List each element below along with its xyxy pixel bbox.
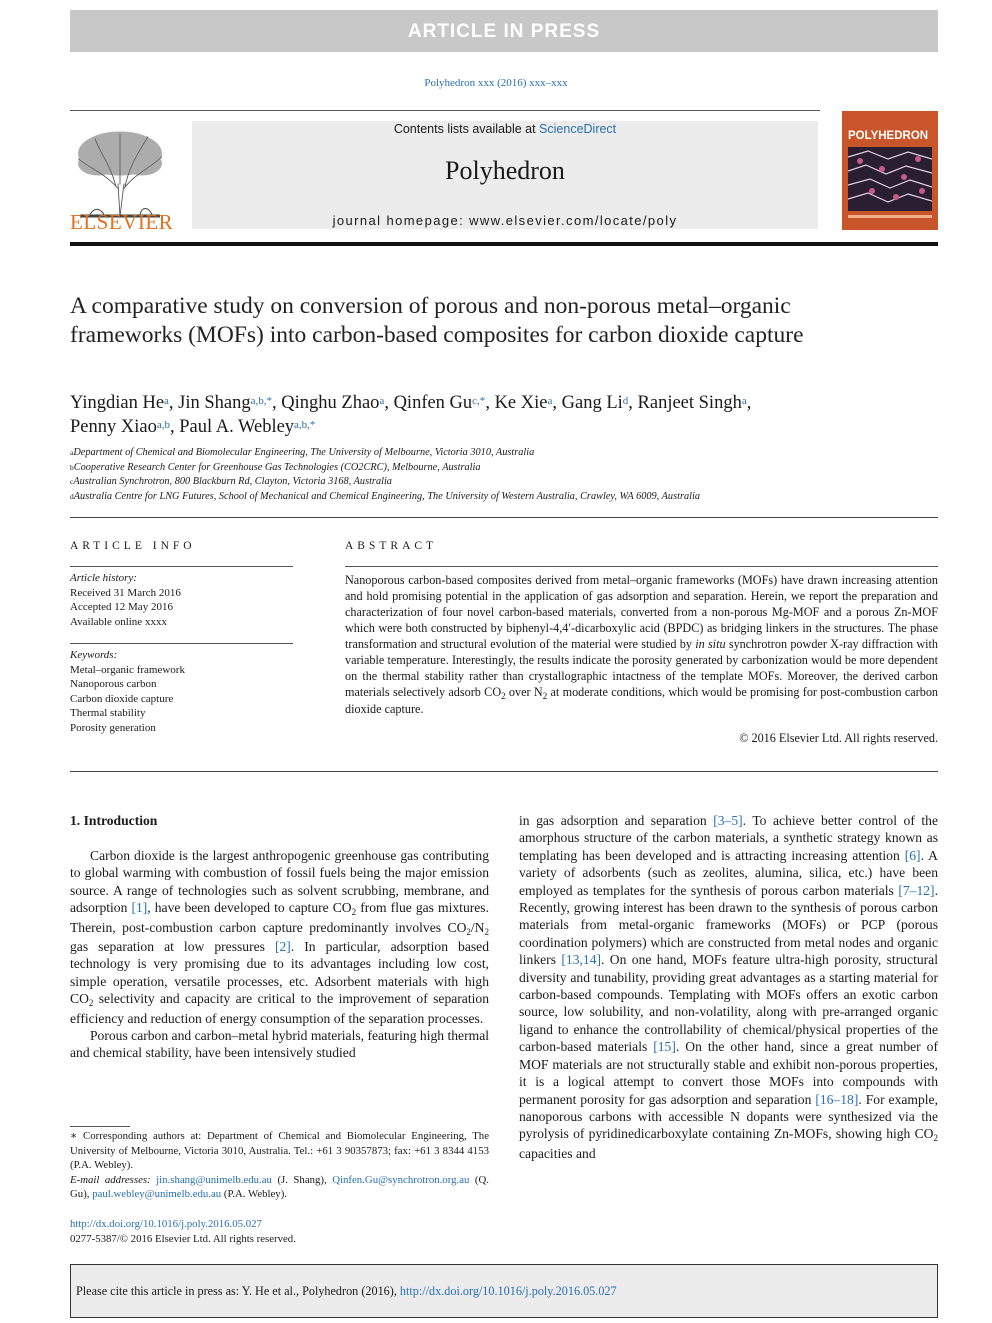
ref-link[interactable]: [15]	[653, 1039, 676, 1055]
keyword: Metal–organic framework	[70, 663, 185, 676]
article-info-heading: ARTICLE INFO	[70, 540, 196, 552]
email-link[interactable]: paul.webley@unimelb.edu.au	[92, 1188, 222, 1200]
sciencedirect-link[interactable]: ScienceDirect	[539, 122, 617, 136]
cover-artwork	[848, 147, 932, 211]
article-title: A comparative study on conversion of porous and non-porous metal–organic frameworks (MOFs) into carbon-based composites for carbon dioxide capture	[70, 293, 804, 348]
ref-link[interactable]: [2]	[274, 939, 291, 955]
body-right-column: in gas adsorption and separation [3–5]. To achieve better control of the amorphous structure of the carbon materials, a synthetic strategy known as templating has been developed and is attracting increasing attention [6]. A variety of adsorbents (such as zeolites, alumina, silica, etc.) have been employed as templates for the synthesis of porous carbon materials [7–12]. Recently, growing interest has been drawn to the synthesis of porous carbon materials from metal-organic frameworks (MOFs) or PCP (porous coordination polymers) which are constructed from metal nodes and organic linkers [13,14]. On one hand, MOFs feature ultra-high porosity, structural diversity and tunability, providing great advantages as a starting material for carbon-based compounds. Templating with MOFs offers an exotic carbon source, low solubility, and non-volatility, along with pre-arranged organic ligand to enhance the controllability of chemical/physical properties of the carbon-based materials [15]. On the other hand, since a great number of MOF materials are not structurally stable and exhibit non-porous properties, it is a logical attempt to convert those MOFs into compounds with permanent porosity for gas adsorption and separation [16–18]. For example, nanoporous carbons with accessible N dopants were synthesized via the pyrolysis of pyridinedicarboxylate containing Zn-MOFs, showing high $CO_2$ capacities and	[519, 813, 938, 1161]
journal-name: Polyhedron	[445, 156, 565, 185]
author-name: Penny Xiao	[70, 417, 157, 437]
keyword: Thermal stability	[70, 707, 146, 719]
doi-link[interactable]: http://dx.doi.org/10.1016/j.poly.2016.05.027	[70, 1218, 262, 1230]
author-name: Jin Shang	[178, 393, 251, 413]
ref-link[interactable]: [13,14]	[561, 952, 602, 968]
ref-link[interactable]: [16–18]	[815, 1091, 859, 1107]
cite-doi-link[interactable]: http://dx.doi.org/10.1016/j.poly.2016.05.027	[399, 1284, 617, 1298]
footnotes	[70, 1129, 489, 1202]
section-heading: 1. Introduction	[70, 813, 158, 828]
ref-link[interactable]: [6]	[904, 847, 921, 863]
history-label: Article history:	[70, 572, 137, 584]
affiliation-a: $^a$Department of Chemical and Biomolecular Engineering, The University of Melbourne, Victoria 3010, Australia	[70, 447, 535, 458]
author[interactable]: Penny Xiao$^{a,b}$,	[70, 417, 180, 437]
keyword: Porosity generation	[70, 721, 156, 734]
abstract-heading: ABSTRACT	[345, 540, 438, 552]
article-info-rule	[70, 566, 293, 567]
accepted-date: Accepted 12 May 2016	[70, 601, 173, 613]
author[interactable]: Ke Xie$^a$,	[494, 393, 562, 413]
keyword: Carbon dioxide capture	[70, 692, 174, 705]
abstract-text: Nanoporous carbon-based composites derived from metal–organic frameworks (MOFs) have drawn increasing attention and hold promising potential in the application of gas adsorption and separation. Herein, we report the preparation and characterization of four novel carbon-based materials, converted from a non-porous Mg-MOF and a porous Zn-MOF which were both constructed by biphenyl-4,4′-dicarboxylic acid (BPDC) as bridging linkers in the structures. The phase transformation and structural evolution of the material were studied by in situ synchrotron powder X-ray diffraction with variable temperature. Interestingly, the results indicate the porosity generated by carbonization would be more dependent on the thermal stability rather than crystallographic intactness of the template MOFs. Moreover, the derived carbon materials selectively adsorb $CO_2$ over $N_2$ at moderate conditions, which would be promising for post-combustion carbon dioxide capture.	[345, 573, 939, 716]
keywords-label: Keywords:	[70, 649, 118, 661]
journal-cover-image	[842, 111, 938, 230]
email-link[interactable]: Qinfen.Gu@synchrotron.org.au	[332, 1173, 470, 1186]
author-affil-mark: a	[164, 395, 169, 407]
author-affil-mark: a,b	[156, 419, 170, 431]
affiliation-c: $^c$Australian Synchrotron, 800 Blackburn Rd, Clayton, Victoria 3168, Australia	[70, 476, 392, 487]
author-name: Yingdian He	[70, 393, 165, 413]
author-affil-mark: d	[622, 395, 629, 407]
article-in-press-banner: ARTICLE IN PRESS	[70, 10, 938, 52]
author-affil-mark: a,b,*	[250, 395, 273, 407]
corresponding-author-note: ∗ Corresponding authors at: Department of Chemical and Biomolecular Engineering, The University of Melbourne, Victoria 3010, Australia. Tel.: +61 3 90357873; fax: +61 3 8344 4153 (P.A. Webley).	[70, 1130, 489, 1171]
keywords-rule	[70, 643, 293, 644]
journal-citation[interactable]	[0, 77, 992, 89]
author-name: Qinfen Gu	[393, 393, 473, 413]
affiliations-divider	[70, 517, 938, 518]
cover-strip	[848, 215, 932, 218]
email-link[interactable]: jin.shang@unimelb.edu.au	[156, 1173, 272, 1186]
keyword: Nanoporous carbon	[70, 678, 157, 690]
ref-link[interactable]: [7–12]	[898, 882, 935, 898]
header-thick-rule	[70, 242, 938, 246]
footnote-rule	[70, 1126, 130, 1127]
cite-this-article-box	[70, 1264, 938, 1318]
abstract-copyright: © 2016 Elsevier Ltd. All rights reserved.	[739, 731, 938, 745]
online-date: Available online xxxx	[70, 615, 167, 628]
doi-block	[70, 1217, 296, 1246]
author[interactable]: Qinghu Zhao$^a$,	[281, 393, 394, 413]
cite-prefix: Please cite this article in press as: Y. He et al., Polyhedron (2016),	[76, 1284, 400, 1298]
author[interactable]	[179, 417, 315, 437]
affiliations	[70, 446, 938, 504]
issn-line: 0277-5387/© 2016 Elsevier Ltd. All rights reserved.	[70, 1232, 296, 1245]
author[interactable]: Jin Shang$^{a,b,*}$,	[178, 393, 282, 413]
affiliation-d: $^d$Australia Centre for LNG Futures, School of Mechanical and Chemical Engineering, The University of Western Australia, Crawley, WA 6009, Australia	[70, 490, 700, 502]
journal-homepage[interactable]: journal homepage: www.elsevier.com/locate/poly	[332, 213, 678, 228]
keywords	[70, 648, 293, 735]
ref-link[interactable]: [3–5]	[713, 813, 743, 828]
contents-prefix: Contents lists available at	[393, 122, 540, 136]
ref-link[interactable]: [1]	[131, 900, 148, 916]
author-affil-mark: a	[547, 395, 553, 407]
affiliation-b: $^b$Cooperative Research Center for Greenhouse Gas Technologies (CO2CRC), Melbourne, Australia	[70, 461, 481, 473]
email-addresses: E-mail addresses: jin.shang@unimelb.edu.au (J. Shang), Qinfen.Gu@synchrotron.org.au (Q. Gu), paul.webley@unimelb.edu.au (P.A. Webley).	[70, 1173, 489, 1200]
author-affil-mark: a	[379, 395, 385, 407]
author[interactable]: Gang Li$^d$,	[561, 393, 638, 413]
abstract-rule	[345, 566, 938, 567]
article-history	[70, 571, 293, 629]
author-affil-mark: c,*	[472, 395, 486, 407]
author[interactable]: Qinfen $Gu^{c,*}$,	[393, 393, 495, 413]
author-name: Paul A. Webley	[179, 417, 295, 437]
author[interactable]: Yingdian He$^a$,	[70, 393, 179, 413]
author-name: Ke Xie	[494, 393, 548, 413]
received-date: Received 31 March 2016	[70, 586, 181, 599]
journal-citation-link[interactable]: Polyhedron xxx (2016) xxx–xxx	[424, 77, 568, 89]
abstract-divider	[70, 771, 938, 772]
header-divider	[70, 110, 820, 111]
author-name: Qinghu Zhao	[281, 393, 380, 413]
elsevier-wordmark: ELSEVIER	[70, 210, 174, 234]
author-list	[70, 391, 930, 439]
cover-title: POLYHEDRON	[848, 130, 929, 142]
author-name: Gang Li	[561, 393, 623, 413]
author-affil-mark: a	[741, 395, 747, 407]
contents-line	[192, 122, 818, 136]
body-left-column: Carbon dioxide is the largest anthropogenic greenhouse gas contributing to global warming with combustion of fossil fuels being the major emission source. A range of technologies such as solvent scrubbing, membrane, and adsorption [1], have been developed to capture $CO_2$ from flue gas mixtures. Therein, post-combustion carbon capture predominantly involves $CO_2/N_2$ gas separation at low pressures [2]. In particular, adsorption based technology is very promising due to its advantages including low cost, simple operation, versatile processes, etc. Adsorbent materials with high $CO_2$ selectivity and capacity are critical to the improvement of separation efficiency and reduction of energy consumption of the separation processes. Porous carbon and carbon–metal hybrid materials, featuring high thermal and chemical stability, have been intensively studied	[70, 848, 490, 1061]
author[interactable]: Ranjeet Singh$^a$,	[637, 393, 752, 413]
author-affil-mark: a,b,*	[294, 419, 316, 431]
author-name: Ranjeet Singh	[637, 393, 742, 413]
